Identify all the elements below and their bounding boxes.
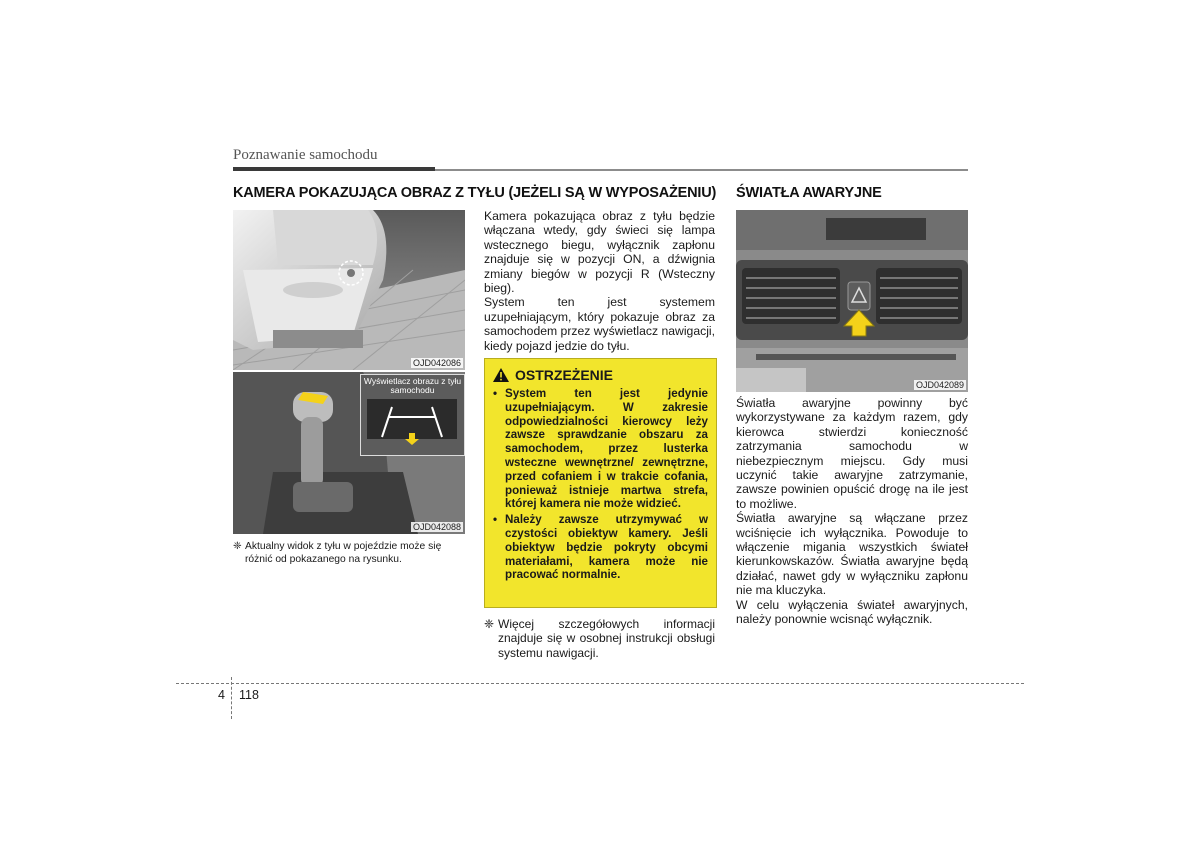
header-rule-light [435,169,968,171]
parking-guide-lines [367,399,457,451]
warning-header [485,359,716,387]
car-rear-illustration [233,210,465,370]
section-title: Poznawanie samochodu [233,147,378,163]
camera-paragraph-2: System ten jest systemem uzupełniającym, który pokazuje obraz za samochodem przez wyświetlacz nawigacji, kiedy pojazd jedzie do tyłu. [484,295,715,353]
warning-title: OSTRZEŻENIE [515,367,614,383]
page-number: 118 [239,688,259,702]
navigation-note [484,617,715,660]
warning-item-text: System ten jest jedynie uzupełniającym. W zakresie odpowiedzialności kierowcy leży zawsze sprawdzanie obszaru za samochodem, przez lusterka wsteczne wewnętrzne/ zewnętrzne, przed cofaniem i w trakcie cofania, ponieważ istnieje martwa strefa, której kamera nie może widzieć. [505,387,708,511]
hazard-paragraph-3: W celu wyłączenia świateł awaryjnych, należy ponownie wcisnąć wyłącznik. [736,597,968,627]
figure-code: OJD042088 [412,522,461,532]
hazard-paragraph-2: Światła awaryjne są włączane przez wciśnięcie ich wyłącznika. Powoduje to włączenie migania wszystkich świateł kierunkowskazów. Światła awaryjne będą działać, nawet gdy w wyłączniku zapłonu nie ma kluczyka. [736,511,968,598]
warning-item-text: Należy zawsze utrzymywać w czystości obiektyw kamery. Jeśli obiektyw będzie pokryty obcymi materiałami, kamera może nie pracować normalnie. [505,513,708,582]
warning-triangle-icon [493,368,509,382]
footer-rule [176,683,1024,684]
figure-code: OJD042086 [412,358,461,368]
footnote-mark: ❈ [233,541,242,552]
camera-description [484,209,715,353]
hazard-description [736,396,968,627]
rear-camera-figure [233,210,465,370]
gear-lever-figure [233,372,465,534]
camera-heading: KAMERA POKAZUJĄCA OBRAZ Z TYŁU (JEŻELI SĄ W WYPOSAŻENIU) [233,185,717,201]
hazard-paragraph-1: Światła awaryjne powinny być wykorzystywane za każdym razem, gdy kierowca stwierdzi konieczność zatrzymania samochodu w niebezpiecznym miejscu. Gdy musi uczynić takie awaryjne zatrzymanie, zawsze powinien opuścić drogę na ile jest to możliwe. [736,396,968,511]
header-rule-dark [233,167,435,171]
display-callout: Wyświetlacz obrazu z tyłu samochodu [363,376,462,395]
warning-item: • System ten jest jedynie uzupełniającym. W zakresie odpowiedzialności kierowcy leży zawsze sprawdzanie obszaru za samochodem, przez lusterka wsteczne wewnętrzne/ zewnętrzne, przed cofaniem i w trakcie cofania, ponieważ istnieje martwa strefa, której kamera nie może widzieć. [493,387,708,511]
rear-view-display [360,374,465,456]
figure-footnote [233,540,465,566]
hazard-heading: ŚWIATŁA AWARYJNE [736,185,882,201]
hazard-switch-figure [736,210,968,392]
warning-list [485,387,716,582]
chapter-number: 4 [218,688,225,702]
footnote-text: Aktualny widok z tyłu w pojeździe może się różnić od pokazanego na rysunku. [245,541,442,565]
camera-paragraph-1: Kamera pokazująca obraz z tyłu będzie włączana wtedy, gdy świeci się lampa wstecznego biegu, wyłącznik zapłonu znajduje się w pozycji ON, a dźwignia zmiany biegów w pozycji R (Wsteczny bieg). [484,209,715,296]
dashboard-illustration [736,210,968,392]
footer-divider [231,677,232,719]
warning-item: • Należy zawsze utrzymywać w czystości obiektyw kamery. Jeśli obiektyw będzie pokryty obcymi materiałami, kamera może nie pracować normalnie. [493,513,708,582]
note-text: Więcej szczegółowych informacji znajduje się w osobnej instrukcji obsługi systemu nawigacji. [498,617,715,660]
note-mark: ❈ [484,617,495,631]
figure-code: OJD042089 [915,380,964,390]
warning-box [484,358,717,608]
